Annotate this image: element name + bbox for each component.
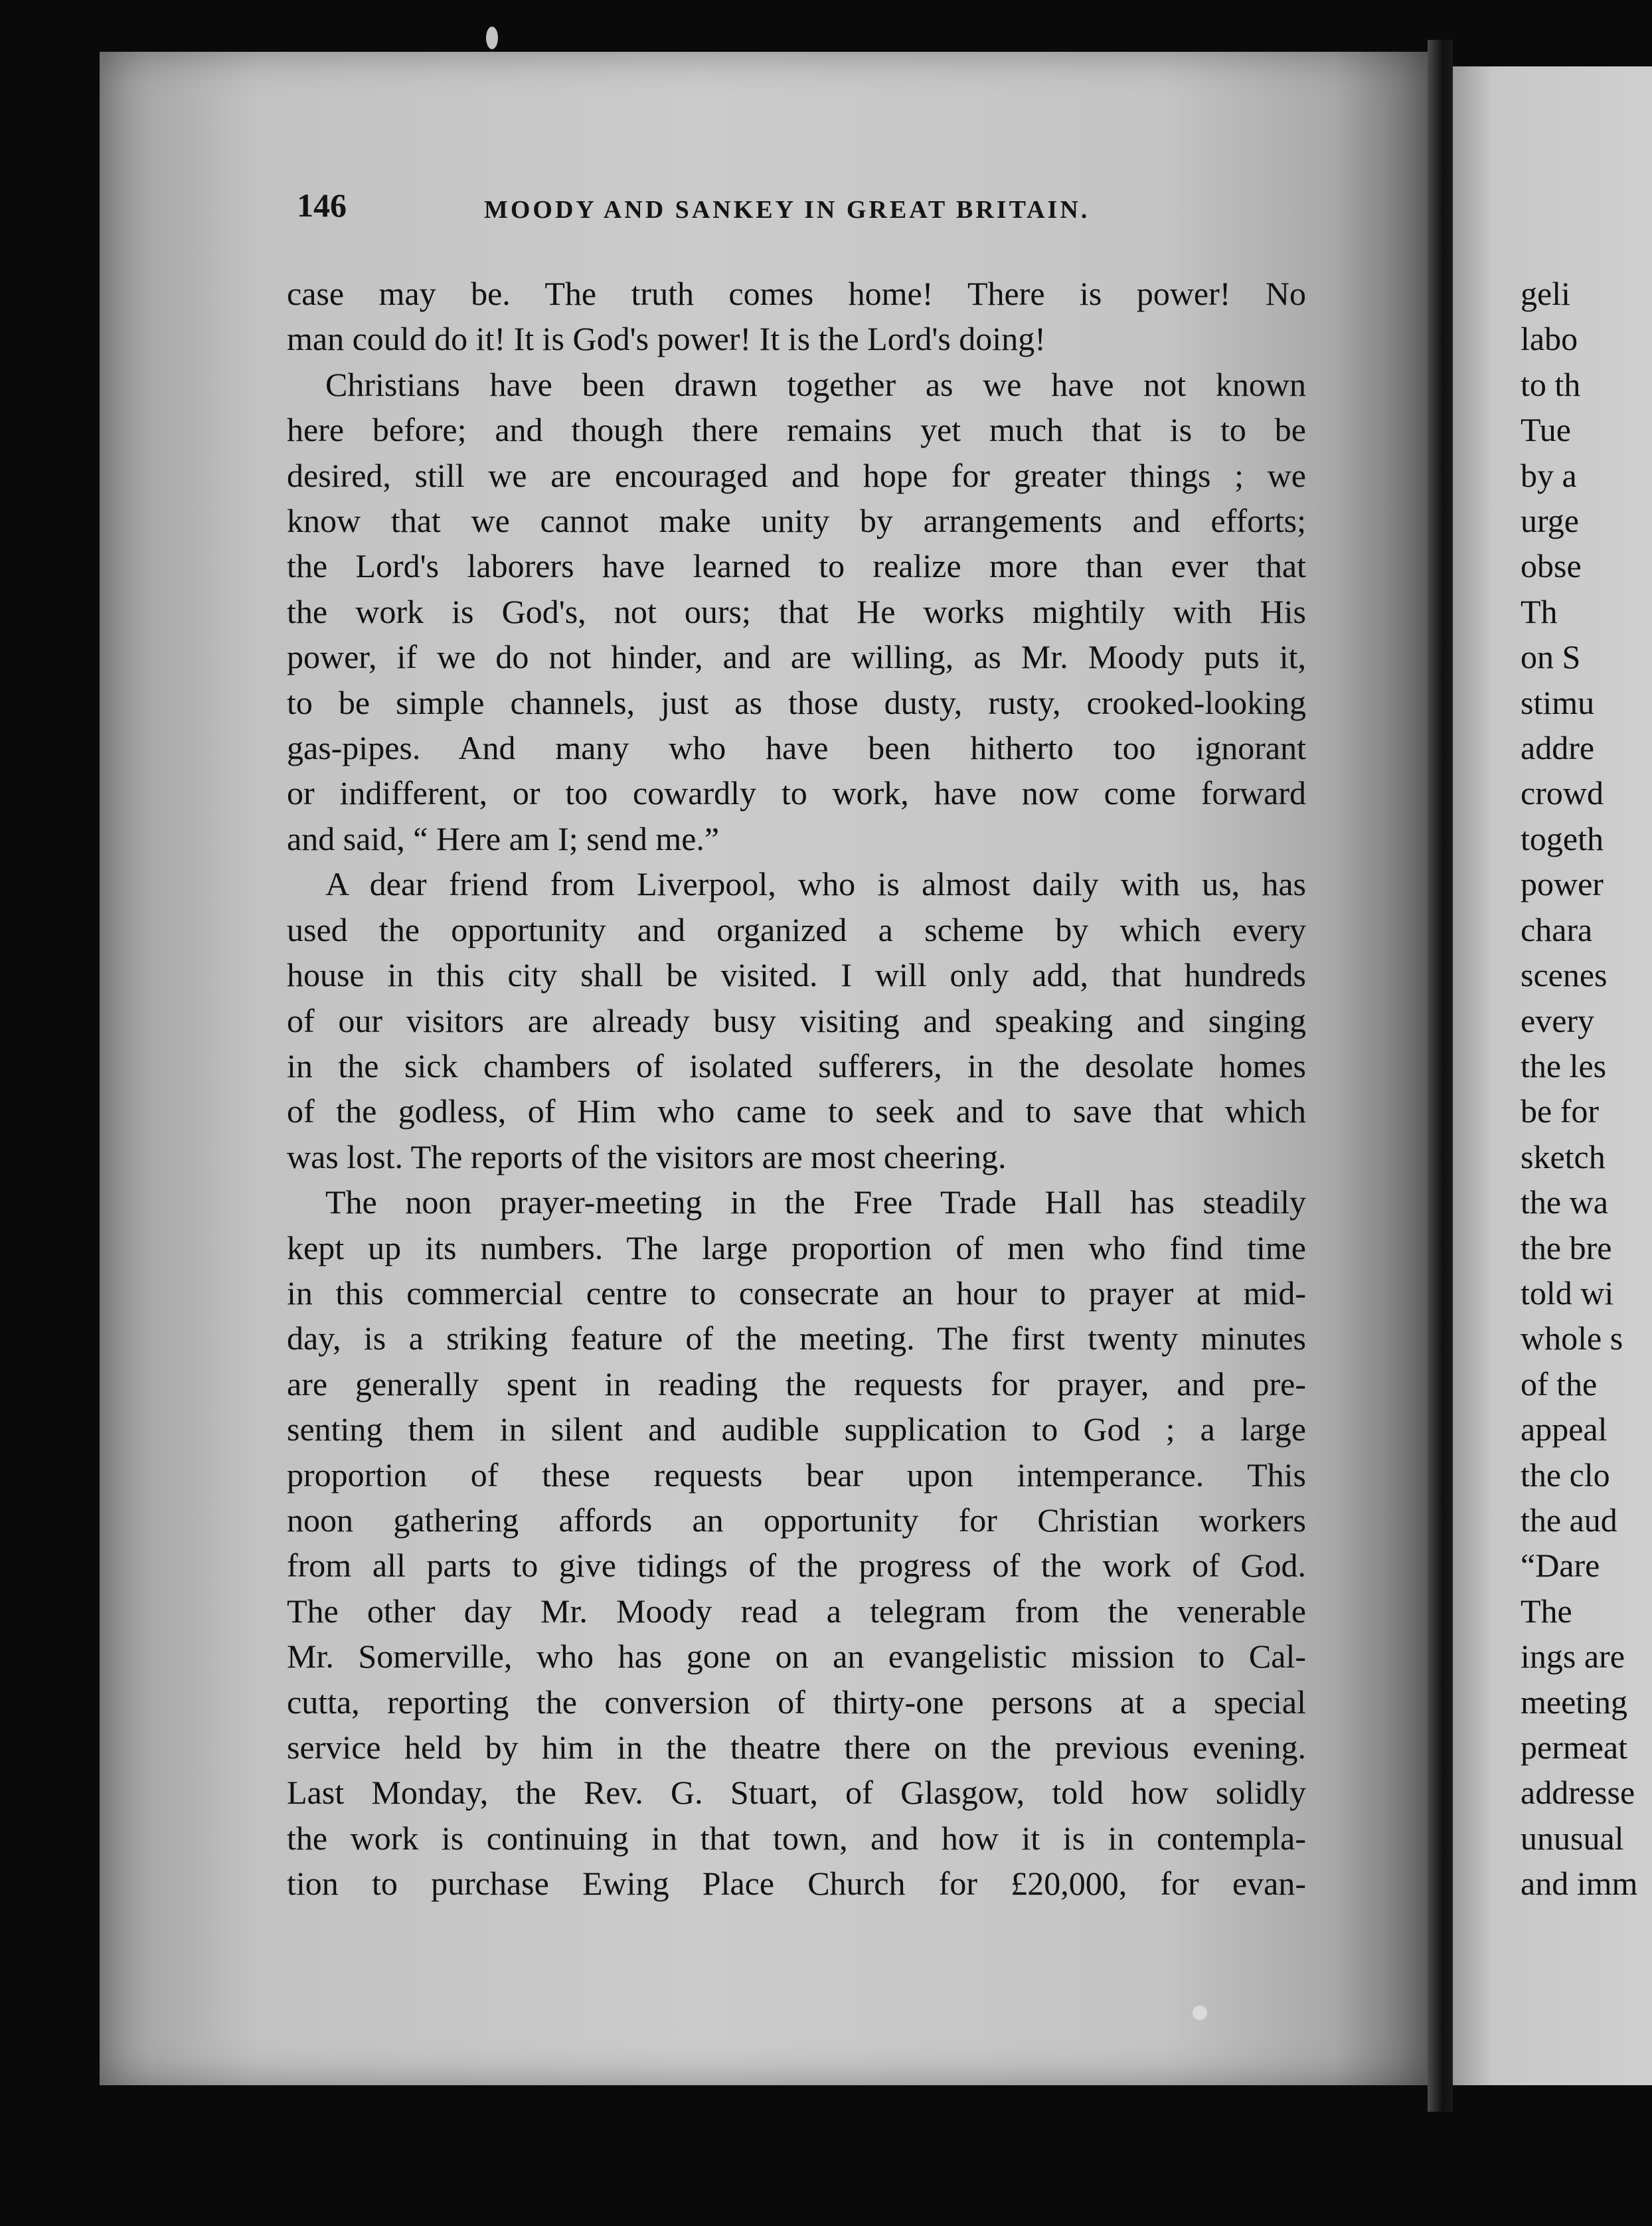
- text-line: here before; and though there remains yet much that is to be: [287, 411, 1306, 449]
- text-line: used the opportunity and organized a scheme by which every: [287, 910, 1306, 948]
- scan-speck: [486, 27, 498, 49]
- text-line: gas-pipes. And many who have been hitherto too ignorant: [287, 729, 1306, 767]
- text-line: tion to purchase Ewing Place Church for £20,000, for evan-: [287, 1865, 1306, 1903]
- text-line: senting them in silent and audible supplication to God ; a large: [287, 1411, 1306, 1448]
- text-line: from all parts to give tidings of the progress of the work of God.: [287, 1547, 1306, 1584]
- right-text-fragment: chara: [1521, 910, 1593, 948]
- text-line: the work is continuing in that town, and how it is in contempla-: [287, 1819, 1306, 1857]
- right-text-fragment: of the: [1521, 1365, 1598, 1403]
- right-text-fragment: meeting: [1521, 1683, 1628, 1721]
- text-line: and said, “ Here am I; send me.”: [287, 819, 720, 857]
- text-line: noon gathering affords an opportunity for Christian workers: [287, 1501, 1306, 1539]
- right-text-fragment: obse: [1521, 547, 1582, 585]
- text-line: know that we cannot make unity by arrangements and efforts;: [287, 502, 1306, 540]
- text-line: or indifferent, or too cowardly to work, have now come forward: [287, 774, 1306, 812]
- text-line: power, if we do not hinder, and are willing, as Mr. Moody puts it,: [287, 638, 1306, 676]
- right-text-fragment: the clo: [1521, 1456, 1610, 1494]
- text-line: kept up its numbers. The large proportion of men who find time: [287, 1229, 1306, 1266]
- right-text-fragment: togeth: [1521, 819, 1604, 857]
- right-text-fragment: Th: [1521, 592, 1558, 630]
- right-text-fragment: on S: [1521, 638, 1581, 676]
- right-text-fragment: labo: [1521, 320, 1578, 358]
- right-text-fragment: scenes: [1521, 956, 1608, 994]
- page-number: 146: [297, 187, 347, 224]
- text-line: The other day Mr. Moody read a telegram from the venerable: [287, 1592, 1306, 1630]
- text-line: man could do it! It is God's power! It is the Lord's doing!: [287, 320, 1046, 358]
- running-title: MOODY AND SANKEY IN GREAT BRITAIN.: [484, 196, 1090, 224]
- scan-speck: [1193, 2006, 1207, 2020]
- right-text-fragment: ings are: [1521, 1638, 1625, 1675]
- text-line: in the sick chambers of isolated sufferers, in the desolate homes: [287, 1047, 1306, 1084]
- right-text-fragment: crowd: [1521, 774, 1604, 812]
- running-head: [297, 186, 1399, 239]
- right-text-fragment: the les: [1521, 1047, 1607, 1084]
- right-text-fragment: appeal: [1521, 1411, 1608, 1448]
- text-line: to be simple channels, just as those dusty, rusty, crooked-looking: [287, 683, 1306, 721]
- right-text-fragment: urge: [1521, 502, 1579, 540]
- text-line: day, is a striking feature of the meeting. The first twenty minutes: [287, 1320, 1306, 1357]
- text-line: in this commercial centre to consecrate an hour to prayer at mid-: [287, 1274, 1306, 1312]
- text-line: was lost. The reports of the visitors are most cheering.: [287, 1138, 1007, 1175]
- text-line: cutta, reporting the conversion of thirty-one persons at a special: [287, 1683, 1306, 1721]
- text-line: proportion of these requests bear upon intemperance. This: [287, 1456, 1306, 1494]
- right-text-fragment: the bre: [1521, 1229, 1612, 1266]
- text-line: desired, still we are encouraged and hope for greater things ; we: [287, 456, 1306, 494]
- text-line: service held by him in the theatre there on the previous evening.: [287, 1729, 1306, 1766]
- right-text-fragment: and imm: [1521, 1865, 1638, 1903]
- right-text-fragment: Tue: [1521, 411, 1571, 449]
- book-gutter: [1428, 40, 1453, 2112]
- right-text-fragment: addresse: [1521, 1774, 1635, 1812]
- right-text-fragment: the wa: [1521, 1183, 1608, 1221]
- right-page-text: [1521, 271, 1652, 1907]
- right-text-fragment: addre: [1521, 729, 1595, 767]
- text-line: The noon prayer-meeting in the Free Trade Hall has steadily: [325, 1183, 1306, 1221]
- right-text-fragment: geli: [1521, 275, 1570, 312]
- text-line: of our visitors are already busy visiting and speaking and singing: [287, 1001, 1306, 1039]
- body-text: [287, 271, 1306, 1907]
- text-line: house in this city shall be visited. I will only add, that hundreds: [287, 956, 1306, 994]
- text-line: the work is God's, not ours; that He works mightily with His: [287, 592, 1306, 630]
- right-text-fragment: be for: [1521, 1092, 1599, 1130]
- right-text-fragment: every: [1521, 1001, 1595, 1039]
- right-text-fragment: sketch: [1521, 1138, 1606, 1175]
- text-line: the Lord's laborers have learned to realize more than ever that: [287, 547, 1306, 585]
- right-text-fragment: the aud: [1521, 1501, 1617, 1539]
- text-line: Mr. Somerville, who has gone on an evangelistic mission to Cal-: [287, 1638, 1306, 1675]
- right-text-fragment: by a: [1521, 456, 1577, 494]
- text-line: Christians have been drawn together as we have not known: [325, 365, 1306, 403]
- right-text-fragment: unusual: [1521, 1819, 1624, 1857]
- text-line: Last Monday, the Rev. G. Stuart, of Glasgow, told how solidly: [287, 1774, 1306, 1812]
- right-text-fragment: power: [1521, 865, 1604, 903]
- text-line: A dear friend from Liverpool, who is almost daily with us, has: [325, 865, 1306, 903]
- right-text-fragment: told wi: [1521, 1274, 1614, 1312]
- text-line: of the godless, of Him who came to seek and to save that which: [287, 1092, 1306, 1130]
- right-text-fragment: The: [1521, 1592, 1572, 1630]
- text-line: are generally spent in reading the requests for prayer, and pre-: [287, 1365, 1306, 1403]
- text-line: case may be. The truth comes home! There is power! No: [287, 275, 1306, 312]
- right-text-fragment: “Dare: [1521, 1547, 1600, 1584]
- right-text-fragment: whole s: [1521, 1320, 1623, 1357]
- right-text-fragment: permeat: [1521, 1729, 1628, 1766]
- right-text-fragment: to th: [1521, 365, 1581, 403]
- right-text-fragment: stimu: [1521, 683, 1595, 721]
